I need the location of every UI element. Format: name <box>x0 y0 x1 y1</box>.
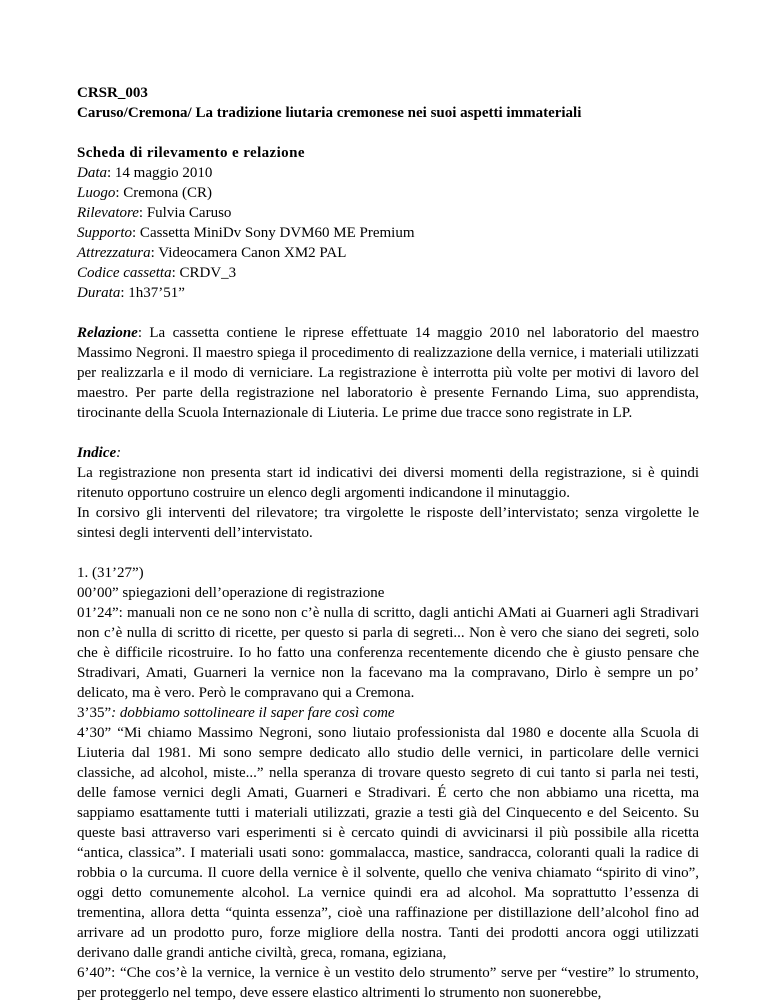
entry-time: 4’30” <box>77 725 112 741</box>
spacer <box>77 303 699 323</box>
field-luogo <box>77 183 699 203</box>
track-heading: 1. (31’27”) <box>77 565 144 581</box>
field-value: : 1h37’51” <box>120 285 185 301</box>
field-rilevatore <box>77 203 699 223</box>
relazione-paragraph <box>77 323 699 423</box>
indice-label: Indice <box>77 445 117 461</box>
entry-text: : dobbiamo sottolineare il saper fare così come <box>111 705 395 721</box>
track-entry <box>77 583 699 603</box>
indice-paragraph-2: In corsivo gli interventi del rilevatore; tra virgolette le risposte dell’intervistato; senza virgolette le sintesi degli interventi dell’intervistato. <box>77 505 699 541</box>
field-label: Luogo <box>77 185 116 201</box>
entry-time: 6’40” <box>77 965 112 981</box>
entry-time: 00’00” <box>77 585 119 601</box>
field-label: Codice cassetta <box>77 265 172 281</box>
field-value: : Cremona (CR) <box>115 185 212 201</box>
sheet-heading: Scheda di rilevamento e relazione <box>77 145 305 161</box>
field-label: Rilevatore <box>77 205 139 221</box>
spacer <box>77 543 699 563</box>
document-title: Caruso/Cremona/ La tradizione liutaria cremonese nei suoi aspetti immateriali <box>77 105 582 121</box>
spacer <box>77 423 699 443</box>
field-data <box>77 163 699 183</box>
sheet-fields <box>77 163 699 303</box>
field-value: : CRDV_3 <box>171 265 237 281</box>
entry-text: : manuali non ce ne sono non c’è nulla di scritto, dagli antichi AMati ai Guarneri agli Stradivari non c’è nulla di scritto di ricette, per questo si parla di segreti... Non è vero che siano dei segreti, solo che è difficile ricostruire. Io ho fatto una conferenza recentemente dicendo che è giusto pensare che Stradivari, Amati, Guarneri la vernice non la facevano ma la compravano, Dirlo è sempre un po’ delicato, ma è vero. Però le compravano qui a Cremona. <box>77 605 699 701</box>
indice-heading <box>77 443 699 463</box>
track-entry <box>77 963 699 1003</box>
track-entry <box>77 723 699 963</box>
indice-paragraph-1: La registrazione non presenta start id indicativi dei diversi momenti della registrazione, si è quindi ritenuto opportuno costruire un elenco degli argomenti indicandone il minutaggio. <box>77 465 699 501</box>
document-code: CRSR_003 <box>77 85 148 101</box>
field-supporto <box>77 223 699 243</box>
field-label: Data <box>77 165 107 181</box>
entry-text: spiegazioni dell’operazione di registrazione <box>118 585 385 601</box>
field-label: Attrezzatura <box>77 245 151 261</box>
field-value: : Fulvia Caruso <box>138 205 232 221</box>
spacer <box>77 123 699 143</box>
entry-text: : “Che cos’è la vernice, la vernice è un vestito delo strumento” serve per “vestire” lo strumento, per proteggerlo nel tempo, deve essere elastico altrimenti lo strumento non suonerebbe, <box>77 965 699 1001</box>
field-durata <box>77 283 699 303</box>
field-label: Durata <box>77 285 121 301</box>
relazione-text: : La cassetta contiene le riprese effettuate 14 maggio 2010 nel laboratorio del maestro Massimo Negroni. Il maestro spiega il procedimento di realizzazione della vernice, i materiali utilizzati per realizzarla e il modo di verniciare. La registrazione è interrotta più volte per motivi di lavoro del maestro. Per parte della registrazione nel laboratorio è presente Fernando Lima, suo apprendista, tirocinante della Scuola Internazionale di Liuteria. Le prime due tracce sono registrate in LP. <box>77 325 699 421</box>
track-entry <box>77 703 699 723</box>
field-codice-cassetta <box>77 263 699 283</box>
relazione-label: Relazione <box>77 325 138 341</box>
document-page <box>77 83 699 1003</box>
entry-text: “Mi chiamo Massimo Negroni, sono liutaio professionista dal 1980 e docente alla Scuola di Liuteria dal 1981. Mi sono sempre dedicato allo studio delle vernici, in particolare delle vernici classiche, ad alcohol, miste...” nella speranza di trovare questo segreto di cui tanto si parla nei testi, delle famose vernici degli Amati, Guarneri e Stradivari. É certo che non abbiamo una ricetta, ma sappiamo esattamente tutti i materiali utilizzati, grazie a testi già del Cinquecento e del Seicento. Su queste basi attraverso vari esperimenti si è cercato quindi di avvicinarsi il più possibile alla ricetta “antica, classica”. I materiali usati sono: gommalacca, mastice, sandracca, coloranti quali la radice di robbia o la curcuma. Il cuore della vernice è il solvente, quello che veniva chiamato “spirito di vino”, oggi detto comunemente alcohol. La vernice quindi era ad alcohol. Ma soprattutto l’essenza di trementina, allora detta “quinta essenza”, cioè una raffinazione per distillazione dell’alcohol fino ad arrivare ad un prodotto puro, forze migliore della nostra. Tanti dei prodotti ancora oggi utilizzati derivano dalle grandi antiche civiltà, greca, romana, egiziana, <box>77 725 699 961</box>
entry-time: 3’35” <box>77 705 112 721</box>
field-attrezzatura <box>77 243 699 263</box>
field-label: Supporto <box>77 225 133 241</box>
field-value: : Videocamera Canon XM2 PAL <box>150 245 347 261</box>
field-value: : 14 maggio 2010 <box>107 165 213 181</box>
track-entry <box>77 603 699 703</box>
indice-colon: : <box>116 445 122 461</box>
entry-time: 01’24” <box>77 605 119 621</box>
field-value: : Cassetta MiniDv Sony DVM60 ME Premium <box>132 225 415 241</box>
